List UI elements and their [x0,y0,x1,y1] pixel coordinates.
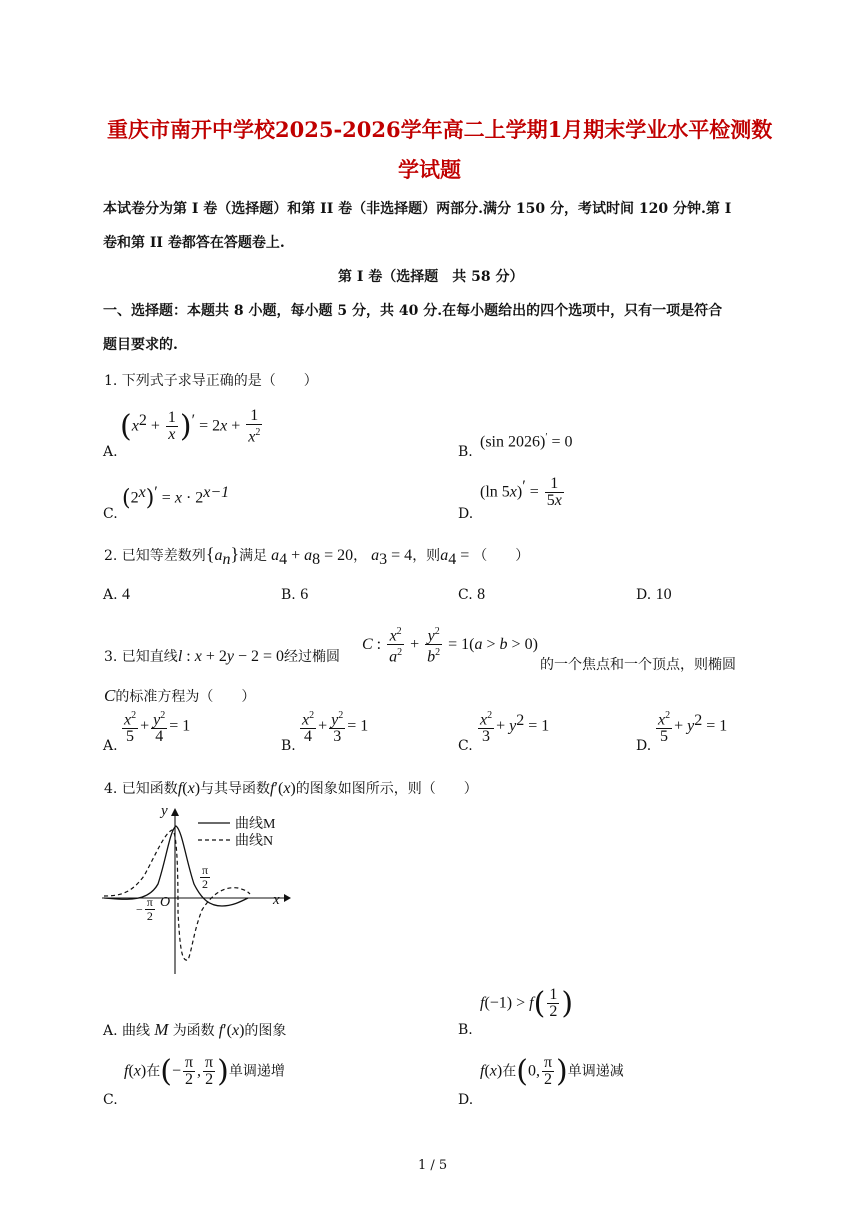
q4-option-a: A. 曲线 M 为函数 f′(x)的图象 [103,1020,287,1039]
tick-neg-pi-over-2: − $\frac{\pi}{2}$ [136,895,153,923]
q2-stem: 2. 已知等差数列$\{a_n\}$满足 $a_4 + a_8 = 20$， $a_3 = 4$，则$a_4$ = （ ） [104,544,530,568]
q3-option-b-formula: $\frac{x^2}{4}$ + $\frac{y^2}{3}$ = 1 [302,710,369,746]
q3-option-c-letter: C. [458,738,473,754]
q4-option-d-letter: D. [458,1092,474,1108]
q2-option-b: B. 6 [281,586,309,603]
q3-option-a-letter: A. [103,738,118,754]
section-line-2: 题目要求的. [103,337,178,353]
q2-option-d: D. 10 [636,586,672,603]
q4-option-b-letter: B. [458,1022,473,1038]
legend-m-label: 曲线M [235,817,276,832]
q3-option-d-formula: $\frac{x^2}{5}$ + $y^2 = 1$ [658,710,728,746]
intro-line-2: 卷和第 II 卷都答在答题卷上. [103,235,285,251]
q3-stem-line-1-end: 的一个焦点和一个顶点，则椭圆 [540,657,736,673]
q1-option-c-formula: $(2^x)' = x \cdot 2^{x-1}$ [122,484,230,512]
curve-m [104,826,248,906]
q3-option-c-formula: $\frac{x^2}{3}$ + $y^2 = 1$ [480,710,550,746]
y-axis-label: y [161,803,168,819]
q1-option-d-letter: D. [458,506,474,522]
title-line-1: 重庆市南开中学校2025-2026学年高二上学期1月期末学业水平检测数 [107,117,773,142]
q3-option-b-letter: B. [281,738,296,754]
title-line-2: 学试题 [398,157,461,182]
origin-label: O [160,895,171,910]
q1-option-a-letter: A. [103,444,118,460]
x-axis-label: x [273,892,280,908]
q1-option-b-formula: (sin 2026)′ = 0 [480,432,573,451]
q4-stem: 4. 已知函数f(x)与其导函数f′(x)的图象如图所示，则（ ） [104,780,478,797]
q3-option-a-formula: $\frac{x^2}{5}$ + $\frac{y^2}{4}$ = 1 [124,710,191,746]
q4-option-d-formula: f(x)在(0, $\frac{\pi}{2}$ )单调递减 [480,1054,624,1089]
q1-option-b-letter: B. [458,444,473,460]
q1-stem: 1. 下列式子求导正确的是（ ） [104,373,318,389]
q3-option-d-letter: D. [636,738,652,754]
section-line-1: 一、选择题：本题共 8 小题，每小题 5 分，共 40 分.在每小题给出的四个选项中，只有一项是符合 [103,303,723,319]
q3-ellipse-formula: C : $\frac{x^2}{a^2}$ + $\frac{y^2}{b^2}$ = 1(a > b > 0) [362,626,538,666]
q4-option-c-letter: C. [103,1092,118,1108]
legend-n-label: 曲线N [235,834,274,849]
q1-option-a-formula: ($x^2$ + $\frac{1}{x}$ )′ = 2x + $\frac{1}{x^2}$ [120,407,261,446]
curve-n [104,830,250,960]
intro-line-1: 本试卷分为第 I 卷（选择题）和第 II 卷（非选择题）两部分.满分 150 分，考试时间 120 分钟.第 I [103,201,732,217]
q3-stem-line-1: 3. 已知直线l : x + 2y − 2 = 0经过椭圆 [104,648,341,665]
y-axis-arrow-icon [171,808,179,816]
q4-option-b-formula: f(−1) > f( $\frac{1}{2}$ ) [480,986,574,1021]
page-number: 1 / 5 [418,1158,448,1173]
q2-option-a: A. 4 [103,586,131,603]
q1-option-c-letter: C. [103,506,118,522]
part-heading: 第 I 卷（选择题 共 58 分） [338,269,524,285]
q2-option-c: C. 8 [458,586,486,603]
q3-stem-line-2: C的标准方程为（ ） [104,686,256,705]
x-axis-arrow-icon [284,894,291,902]
tick-pi-over-2: $\frac{\pi}{2}$ [202,863,209,891]
q1-option-d-formula: (ln 5x)′ = $\frac{1}{5x}$ [480,475,562,509]
q4-option-c-formula: f(x)在(− $\frac{\pi}{2}$ , $\frac{\pi}{2}$ )单调递增 [124,1054,285,1089]
